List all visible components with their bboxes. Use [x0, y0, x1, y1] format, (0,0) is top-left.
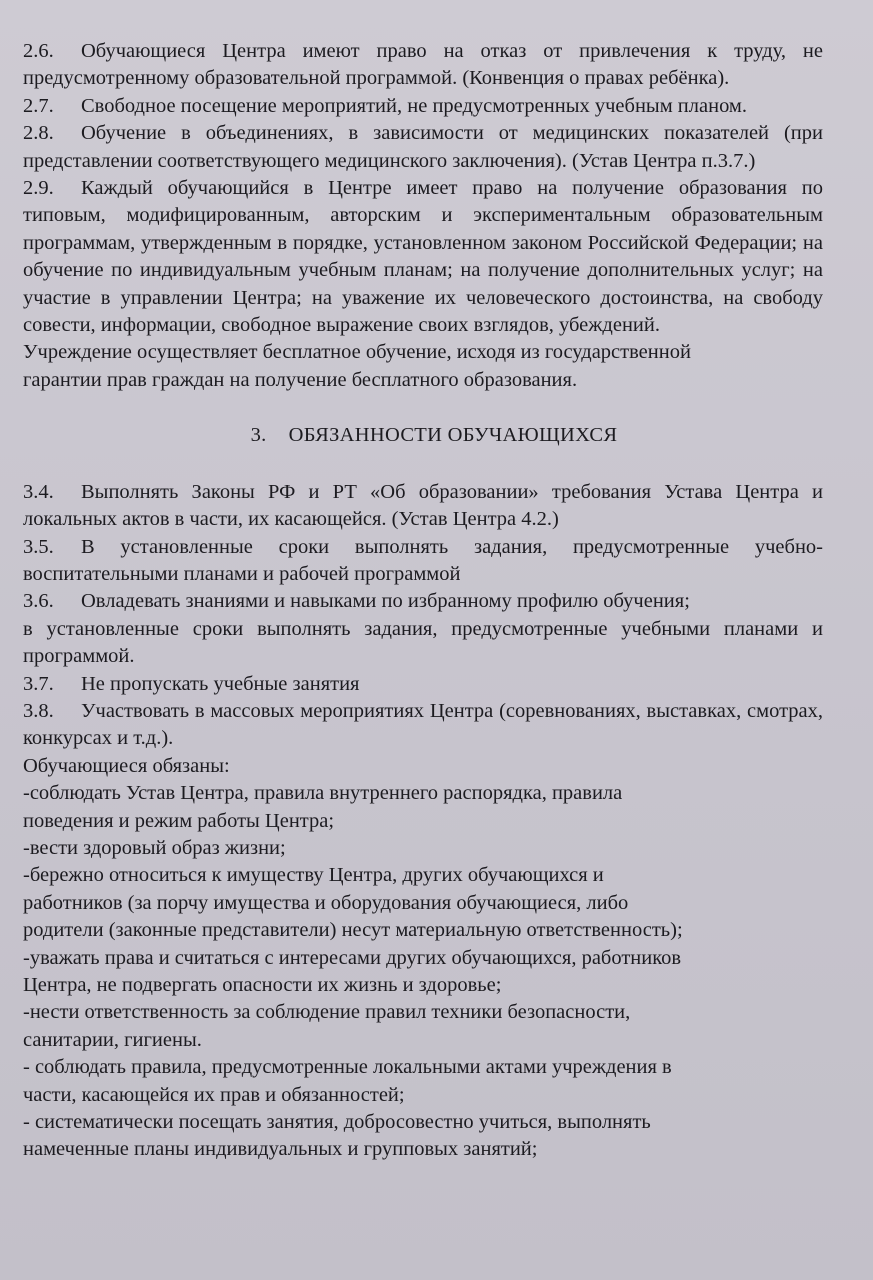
duties-intro: Обучающиеся обязаны:	[23, 754, 230, 777]
clause-text: Свободное посещение мероприятий, не предусмотренных учебным планом.	[81, 94, 748, 117]
clause-3-6	[23, 588, 823, 670]
duty-line: -соблюдать Устав Центра, правила внутреннего распорядка, правила	[23, 782, 623, 805]
clause-number: 3.5.	[23, 535, 54, 558]
section-number: 3.	[250, 424, 267, 447]
duty-item	[23, 862, 823, 944]
clause-number: 2.6.	[23, 40, 54, 62]
clause-3-5	[23, 534, 823, 589]
clause-text: Участвовать в массовых мероприятиях Центра (соревнованиях, выставках, смотрах, конкурсах и т.д.).	[23, 699, 823, 750]
clause-number: 2.8.	[23, 122, 54, 145]
duties-list	[23, 780, 823, 1164]
duty-item	[23, 945, 823, 1000]
duty-line: -бережно относиться к имуществу Центра, других обучающихся и	[23, 864, 604, 887]
clause-3-8	[23, 698, 823, 753]
duty-item	[23, 1109, 823, 1164]
clause-number: 3.7.	[23, 672, 54, 695]
clause-text: Каждый обучающийся в Центре имеет право на получение образования по типовым, модифицированным, авторским и экспериментальным образовательным программам, утвержденным в порядке, установленном законом Российской Федерации; на обучение по индивидуальным учебным планам; на получение дополнительных услуг; на участие в управлении Центра; на уважение их человеческого достоинства, на свободу совести, информации, свободное выражение своих взглядов, убеждений.	[23, 177, 823, 337]
clause-text: Обучение в объединениях, в зависимости от медицинских показателей (при представлении соответствующего медицинского заключения). (Устав Центра п.3.7.)	[23, 122, 823, 172]
clause-text: в установленные сроки выполнять задания, предусмотренные учебными планами и программой.	[23, 617, 823, 668]
clause-2-7	[23, 93, 823, 120]
duty-line: -нести ответственность за соблюдение правил техники безопасности,	[23, 1001, 631, 1024]
clause-text: В установленные сроки выполнять задания, предусмотренные учебно-воспитательными планами и рабочей программой	[23, 535, 823, 585]
duty-line: работников (за порчу имущества и оборудования обучающиеся, либо	[23, 891, 629, 914]
clause-3-7	[23, 671, 823, 698]
duty-item	[23, 1054, 823, 1109]
duty-line: санитарии, гигиены.	[23, 1028, 202, 1051]
duty-line: намеченные планы индивидуальных и групповых занятий;	[23, 1138, 538, 1161]
clause-number: 3.8.	[23, 699, 54, 722]
duty-item	[23, 999, 823, 1054]
clause-2-9	[23, 175, 823, 339]
clause-number: 2.7.	[23, 94, 54, 117]
duty-item	[23, 835, 823, 862]
clause-text: Обучающиеся Центра имеют право на отказ от привлечения к труду, не предусмотренному образовательной программой. (Конвенция о правах ребёнка).	[23, 40, 823, 90]
duty-line: -вести здоровый образ жизни;	[23, 836, 286, 859]
duty-line: - соблюдать правила, предусмотренные локальными актами учреждения в	[23, 1056, 672, 1079]
duty-item	[23, 780, 823, 835]
section-title: ОБЯЗАННОСТИ ОБУЧАЮЩИХСЯ	[288, 424, 618, 447]
section-heading	[23, 422, 823, 449]
note-line: Учреждение осуществляет бесплатное обучение, исходя из государственной	[23, 341, 691, 364]
duty-line: части, касающейся их прав и обязанностей;	[23, 1083, 405, 1106]
clause-number: 2.9.	[23, 177, 54, 200]
note-line: гарантии прав граждан на получение бесплатного образования.	[23, 368, 578, 391]
duty-line: -уважать права и считаться с интересами других обучающихся, работников	[23, 946, 682, 969]
duty-line: поведения и режим работы Центра;	[23, 809, 335, 832]
clause-text: Не пропускать учебные занятия	[81, 672, 360, 695]
clause-number: 3.4.	[23, 480, 54, 503]
duty-line: родители (законные представители) несут материальную ответственность);	[23, 919, 683, 942]
clause-number: 3.6.	[23, 590, 54, 613]
clause-3-4	[23, 479, 823, 534]
clause-2-6	[23, 38, 823, 93]
clause-text: Выполнять Законы РФ и РТ «Об образовании» требования Устава Центра и локальных актов в части, их касающейся. (Устав Центра 4.2.)	[23, 480, 823, 531]
duty-line: Центра, не подвергать опасности их жизнь и здоровье;	[23, 974, 502, 996]
duty-line: - систематически посещать занятия, добросовестно учиться, выполнять	[23, 1111, 651, 1134]
clause-text-first-line: Овладевать знаниями и навыками по избранному профилю обучения;	[81, 590, 690, 613]
free-education-note	[23, 339, 823, 394]
clause-2-8	[23, 120, 823, 175]
